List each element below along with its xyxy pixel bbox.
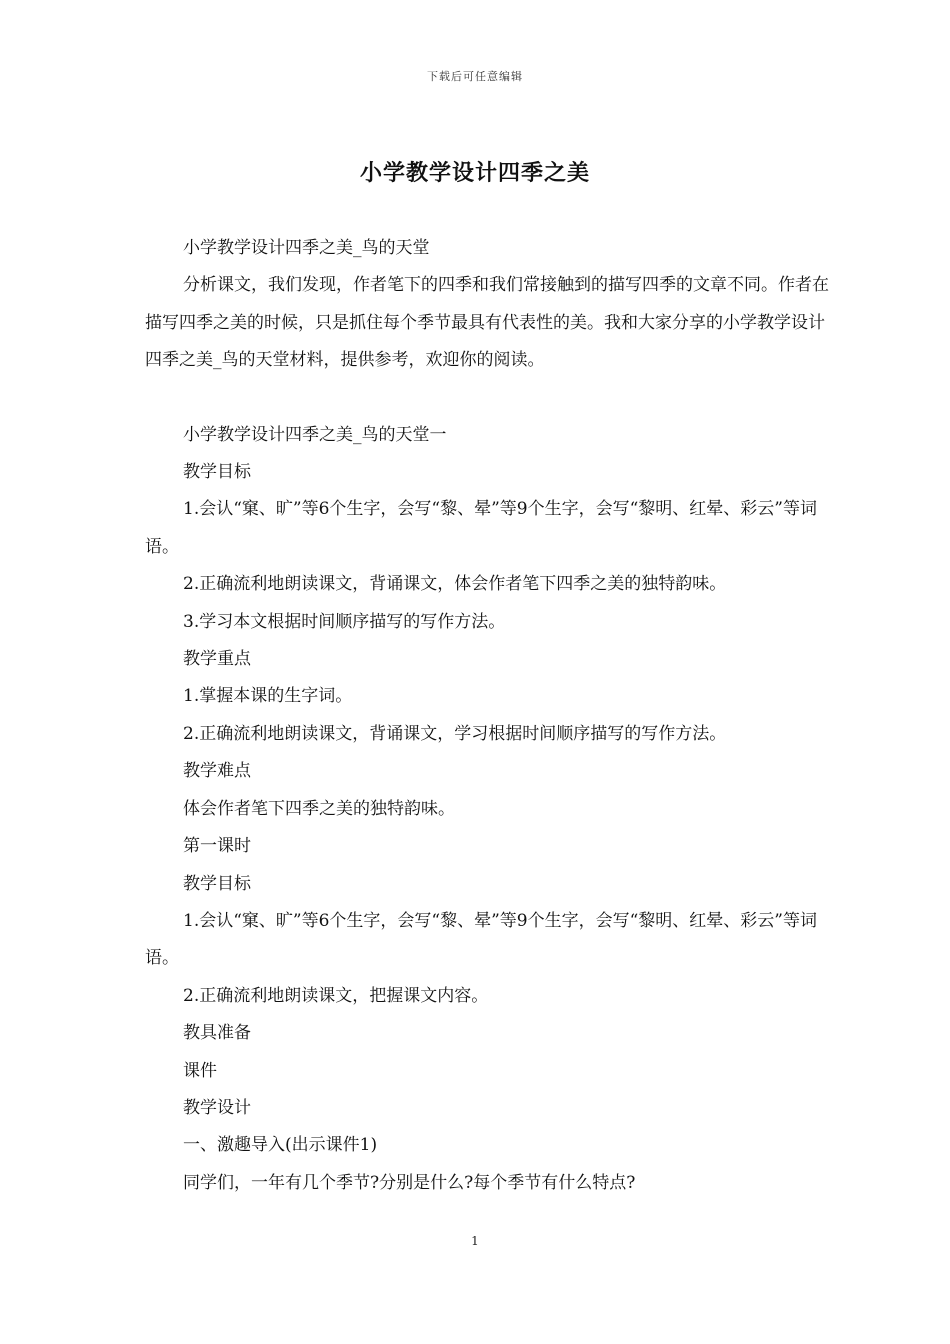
page-number: 1 [471, 1234, 479, 1248]
goal-item-2: 2.正确流利地朗读课文，背诵课文，体会作者笔下四季之美的独特韵味。 [183, 574, 727, 595]
design-question: 同学们，一年有几个季节?分别是什么?每个季节有什么特点? [183, 1172, 636, 1193]
heading-teaching-goals: 教学目标 [183, 462, 251, 483]
page-header-note: 下载后可任意编辑 [427, 70, 523, 83]
lesson-goal-item-2: 2.正确流利地朗读课文，把握课文内容。 [183, 985, 489, 1006]
difficulty-item: 体会作者笔下四季之美的独特韵味。 [183, 798, 455, 819]
heading-lesson-goals: 教学目标 [183, 873, 251, 894]
heading-materials: 教具准备 [183, 1023, 251, 1044]
lesson-goal-item-1: 1.会认“窠、旷”等6个生字，会写“黎、晕”等9个生字，会写“黎明、红晕、彩云”等词语。 [145, 910, 817, 969]
key-point-1: 1.掌握本课的生字词。 [183, 686, 353, 707]
key-point-2: 2.正确流利地朗读课文，背诵课文，学习根据时间顺序描写的写作方法。 [183, 723, 727, 744]
section-heading: 小学教学设计四季之美_鸟的天堂一 [183, 424, 447, 445]
document-title: 小学教学设计四季之美 [359, 160, 590, 186]
materials-item: 课件 [183, 1060, 217, 1081]
design-step-1: 一、激趣导入(出示课件1) [183, 1135, 378, 1156]
heading-key-points: 教学重点 [183, 649, 251, 670]
goal-item-3: 3.学习本文根据时间顺序描写的写作方法。 [183, 611, 506, 632]
document-body [145, 230, 835, 1202]
goal-item-1: 1.会认“窠、旷”等6个生字，会写“黎、晕”等9个生字，会写“黎明、红晕、彩云”等词语。 [145, 499, 817, 557]
heading-difficulties: 教学难点 [183, 761, 251, 782]
heading-first-lesson: 第一课时 [183, 836, 251, 857]
heading-design: 教学设计 [183, 1097, 251, 1118]
subtitle-line: 小学教学设计四季之美_鸟的天堂 [183, 238, 430, 258]
intro-paragraph: 分析课文，我们发现，作者笔下的四季和我们常接触到的描写四季的文章不同。作者在描写四季之美的时候，只是抓住每个季节最具有代表性的美。我和大家分享的小学教学设计四季之美_鸟的天堂材料，提供参考，欢迎你的阅读。 [145, 275, 829, 371]
